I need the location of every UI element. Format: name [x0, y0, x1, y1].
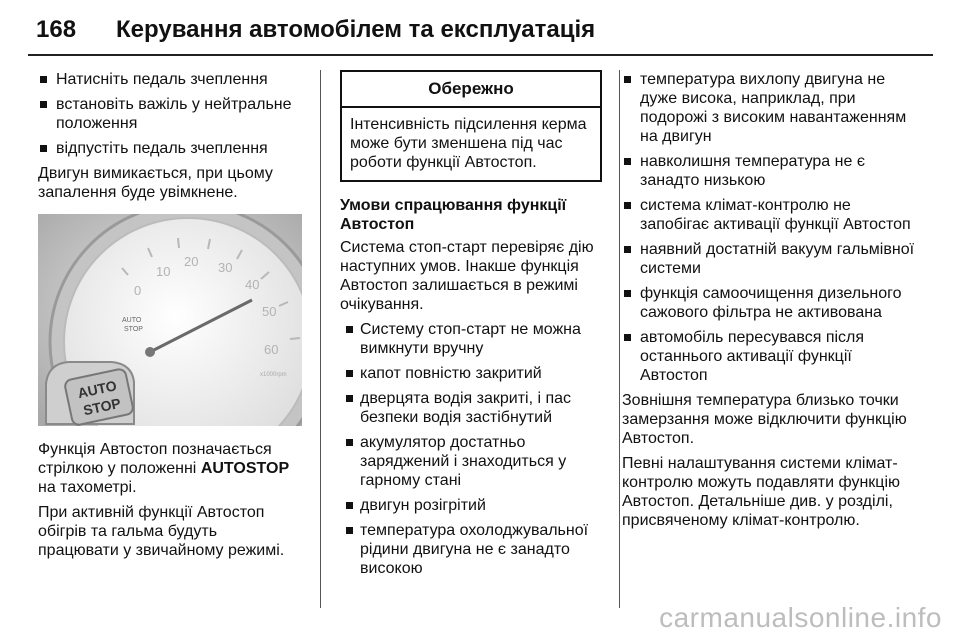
- list-item: температура вихлопу двигуна не дуже висока, наприклад, при подорожі з високим навантаженням на двигун: [622, 70, 922, 146]
- column-2: [340, 70, 602, 584]
- paragraph-freezing: Зовнішня температура близько точки замерзання може відключити функцію Автостоп.: [622, 392, 907, 447]
- paragraph-autostop-indicator: [38, 440, 302, 497]
- list-item: система клімат-контролю не запобігає активації функції Автостоп: [622, 196, 922, 234]
- conditions-list: [340, 320, 602, 578]
- page-number: 168: [36, 16, 77, 43]
- tick-label: 30: [218, 260, 233, 275]
- warning-title: Обережно: [342, 72, 600, 108]
- column-divider: [619, 70, 620, 608]
- auto-stop-button-stop: STOP: [81, 394, 123, 419]
- tick-label: 0: [134, 283, 142, 298]
- list-item: Систему стоп-старт не можна вимкнути вручну: [340, 320, 602, 358]
- column-1: [38, 70, 302, 566]
- autostop-keyword: AUTOSTOP: [200, 460, 290, 477]
- column-3: [622, 70, 922, 536]
- section-heading: Умови спрацювання функції Автостоп: [340, 197, 567, 233]
- list-item: температура охолоджувальної рідини двигуна не є занадто високою: [340, 521, 602, 578]
- paragraph-engine-off: Двигун вимикається, при цьому запалення буде увімкнене.: [38, 165, 273, 201]
- warning-text: Інтенсивність підсилення керма може бути зменшена під час роботи функції Автостоп.: [350, 116, 587, 171]
- step-list: [38, 70, 302, 158]
- list-item: дверцята водія закриті, і пас безпеки водія застібнутий: [340, 389, 602, 427]
- auto-label: AUTO: [122, 317, 142, 324]
- page-header: [28, 14, 933, 56]
- paragraph-climate-control: Певні налаштування системи клімат-контролю можуть подавляти функцію Автостоп. Детальніше див. у розділі, присвяченому клімат-контролю.: [622, 455, 901, 529]
- tick-label: 50: [262, 304, 277, 319]
- list-item: навколишня температура не є занадто низькою: [622, 152, 922, 190]
- rpm-unit-label: x1000rpm: [260, 372, 287, 378]
- list-item: відпустіть педаль зчеплення: [38, 139, 302, 158]
- list-item: встановіть важіль у нейтральне положення: [38, 95, 302, 133]
- list-item: двигун розігрітий: [340, 496, 602, 515]
- list-item: функція самоочищення дизельного сажового фільтра не активована: [622, 284, 922, 322]
- auto-stop-button-auto: AUTO: [76, 377, 118, 402]
- tachometer-illustration: [38, 214, 302, 426]
- conditions-list-continued: [622, 70, 922, 385]
- column-divider: [320, 70, 321, 608]
- paragraph-heating-brakes: При активній функції Автостоп обігрів та гальма будуть працювати у звичайному режимі.: [38, 504, 285, 559]
- list-item: капот повністю закритий: [340, 364, 602, 383]
- tachometer-figure: [38, 214, 302, 426]
- list-item: автомобіль пересувався після останнього активації функції Автостоп: [622, 328, 922, 385]
- tick-label: 60: [264, 342, 279, 357]
- conditions-intro: Система стоп-старт перевіряє дію наступних умов. Інакше функція Автостоп залишається в режимі очікування.: [340, 239, 594, 313]
- watermark: carmanualsonline.info: [659, 602, 942, 633]
- tick-label: 40: [245, 277, 260, 292]
- tick-label: 10: [156, 264, 171, 279]
- list-item: Натисніть педаль зчеплення: [38, 70, 302, 89]
- list-item: акумулятор достатньо заряджений і знаходиться у гарному стані: [340, 433, 602, 490]
- autostop-indicator-text-1: Функція Автостоп позначається стрілкою у положенні: [38, 441, 272, 477]
- warning-box: [340, 70, 602, 182]
- list-item: наявний достатній вакуум гальмівної системи: [622, 240, 922, 278]
- autostop-indicator-text-2: на тахометрі.: [38, 479, 137, 496]
- stop-label: STOP: [124, 326, 143, 333]
- tick-label: 20: [184, 254, 199, 269]
- page-title: Керування автомобілем та експлуатація: [116, 16, 596, 43]
